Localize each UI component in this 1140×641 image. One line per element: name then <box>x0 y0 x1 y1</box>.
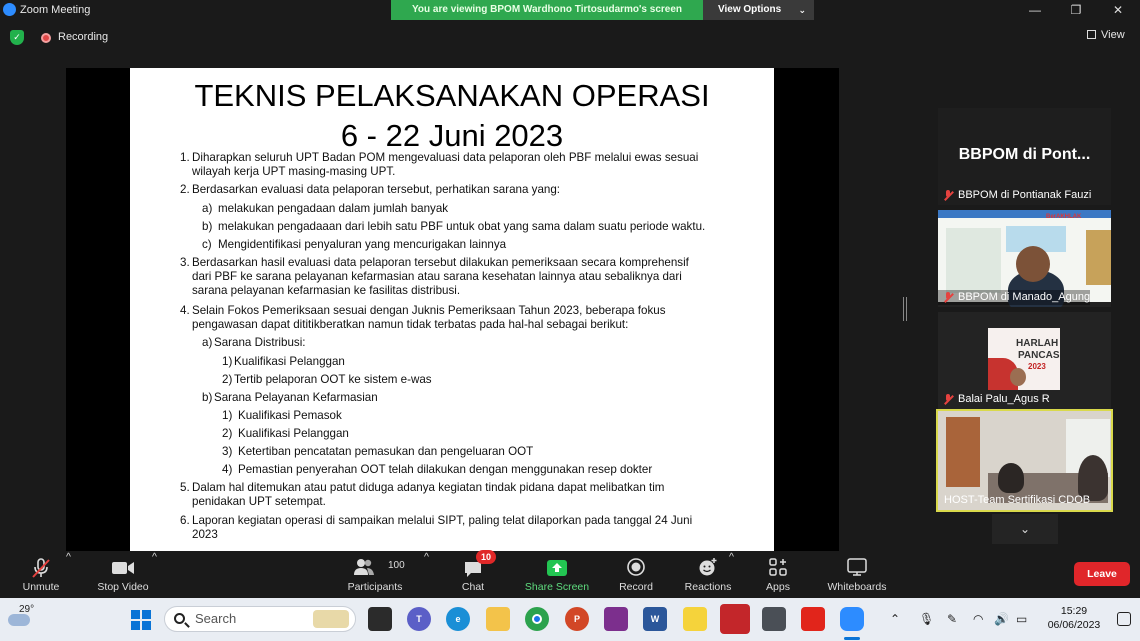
slide-line-text: Dalam hal ditemukan atau patut diduga adanya kegiatan tindak pidana dapat melibatkan tim <box>192 481 665 494</box>
view-options-label: View Options <box>718 4 782 15</box>
smiley-add-icon <box>698 557 718 577</box>
whiteboards-label: Whiteboards <box>827 581 887 593</box>
restore-icon[interactable]: ❐ <box>1070 3 1082 17</box>
view-options-button[interactable] <box>703 0 814 20</box>
view-label: View <box>1101 29 1125 41</box>
whiteboard-icon <box>847 558 867 576</box>
teams-icon[interactable]: T <box>407 607 431 631</box>
chat-unread-badge: 10 <box>476 550 496 564</box>
grid-view-icon <box>1087 30 1096 39</box>
share-banner: You are viewing BPOM Wardhono Tirtosudarmo's screen <box>391 0 703 20</box>
clock-date: 06/06/2023 <box>1047 619 1101 631</box>
participants-label: Participants <box>347 581 403 593</box>
active-app-indicator <box>844 637 860 640</box>
slide-line-text: melakukan pengadaaan dari lebih satu PBF untuk obat yang sama dalam suatu periode waktu. <box>218 220 706 233</box>
view-button[interactable] <box>1087 29 1125 41</box>
window-title: Zoom Meeting <box>20 4 91 16</box>
mic-muted-icon <box>30 557 52 579</box>
slide-line-number: 4. <box>180 304 190 317</box>
weather-temperature[interactable]: 29° <box>19 604 35 615</box>
share-screen-button[interactable] <box>522 551 592 598</box>
chat-label: Chat <box>461 581 485 593</box>
speaker-icon[interactable]: 🔊 <box>994 612 1009 626</box>
apps-label: Apps <box>766 581 790 593</box>
record-button[interactable] <box>612 551 660 598</box>
title-bar <box>0 0 1140 20</box>
battery-icon[interactable]: ▭ <box>1016 612 1028 626</box>
chevron-up-icon[interactable]: ⌃ <box>890 612 901 626</box>
slide-line-number: b) <box>202 391 213 404</box>
microphone-icon[interactable]: 🎙 <box>919 612 935 626</box>
slide-line-number: 6. <box>180 514 190 527</box>
slide-line-text: Kualifikasi Pemasok <box>238 409 342 422</box>
slide-line-text: pengawasan dapat dititikberatkan namun tidak terbatas pada hal-hal sebagai berikut: <box>192 318 629 331</box>
record-label: Record <box>619 581 653 593</box>
zoom-app-icon <box>3 3 16 16</box>
security-shield-icon[interactable]: ✓ <box>10 30 24 45</box>
slide-line-number: 3. <box>180 256 190 269</box>
edge-icon[interactable]: e <box>446 607 470 631</box>
whiteboards-button[interactable] <box>822 551 892 598</box>
task-view-icon[interactable] <box>368 607 392 631</box>
unmute-label: Unmute <box>22 581 60 593</box>
video-camera-icon <box>111 559 135 577</box>
record-icon <box>626 557 646 577</box>
sticky-notes-icon[interactable] <box>683 607 707 631</box>
slide-line-text: 2023 <box>192 528 218 541</box>
slide-line-number: a) <box>202 202 213 215</box>
apps-button[interactable] <box>760 551 796 598</box>
recording-label: Recording <box>58 31 109 43</box>
mic-muted-icon <box>943 190 953 201</box>
word-icon[interactable]: W <box>643 607 667 631</box>
panel-resize-handle[interactable] <box>903 297 907 321</box>
video-feed: BerAKHLAK <box>938 210 1111 302</box>
chevron-down-icon: ⌄ <box>1019 522 1031 536</box>
participants-count: 100 <box>388 560 405 571</box>
search-icon <box>174 613 185 624</box>
slide-line-text: Sarana Pelayanan Kefarmasian <box>214 391 378 404</box>
reactions-options-caret[interactable]: ^ <box>729 551 734 563</box>
slide-line-text: Mengidentifikasi penyaluran yang mencurigakan lainnya <box>218 238 507 251</box>
chrome-icon[interactable] <box>525 607 549 631</box>
pdf-icon[interactable] <box>801 607 825 631</box>
scroll-down-button[interactable] <box>992 514 1058 544</box>
participant-name: BBPOM di Pontianak Fauzi <box>938 188 1091 203</box>
chat-button[interactable] <box>452 551 494 598</box>
mic-muted-icon <box>943 292 953 303</box>
slide-line-number: 2. <box>180 183 190 196</box>
slide-line-text: dari PBF ke sarana pelayanan kefarmasian atau sarana kesehatan lainnya atau sebaliknya dari <box>192 270 682 283</box>
taskbar-search-placeholder: Search <box>195 611 237 626</box>
participants-icon <box>353 558 375 576</box>
reactions-label: Reactions <box>684 581 732 593</box>
slide-line-text: wilayah kerja UPT masing-masing UPT. <box>192 165 396 178</box>
participant-tile-pontianak[interactable] <box>938 108 1111 205</box>
participant-tile-manado[interactable] <box>938 210 1111 307</box>
slide-line-text: Kualifikasi Pelanggan <box>238 427 349 440</box>
stop-video-label: Stop Video <box>97 581 149 593</box>
slide-date: 6 - 22 Juni 2023 <box>340 118 564 153</box>
slide-line-number: 4) <box>222 463 233 476</box>
video-options-caret[interactable]: ^ <box>152 551 157 563</box>
zoom-taskbar-icon[interactable] <box>840 607 864 631</box>
slide-line-number: a) <box>202 336 213 349</box>
slide-title: TEKNIS PELAKSANAKAN OPERASI <box>194 78 710 113</box>
stop-video-button[interactable] <box>90 551 156 598</box>
slide-line-text: sarana pelayanan kefarmasian ke fasilitas distribusi. <box>192 284 461 297</box>
participant-name: BBPOM di Manado_Agung <box>938 290 1090 305</box>
slide-line-number: 1) <box>222 409 233 422</box>
weather-cloud-icon[interactable] <box>8 614 30 626</box>
participants-options-caret[interactable]: ^ <box>424 551 429 563</box>
slide-line-number: 3) <box>222 445 233 458</box>
slide-line-text: Sarana Distribusi: <box>214 336 306 349</box>
shared-slide <box>130 68 774 551</box>
slide-line-text: Tertib pelaporan OOT ke sistem e-was <box>234 373 432 386</box>
slide-line-number: c) <box>202 238 212 251</box>
powerpoint-icon[interactable]: P <box>565 607 589 631</box>
slide-line-text: Laporan kegiatan operasi di sampaikan melalui SIPT, paling telat dilaporkan pada tanggal 24 Juni <box>192 514 693 527</box>
reactions-button[interactable] <box>680 551 736 598</box>
meeting-toolbar <box>0 551 1140 598</box>
slide-line-number: 1. <box>180 151 190 164</box>
slide-line-text: Ketertiban pencatatan pemasukan dan pengeluaran OOT <box>238 445 534 458</box>
slide-line-text: Berdasarkan hasil evaluasi data pelaporan tersebut dilakukan pemeriksaan secara komprehensif <box>192 256 689 269</box>
apps-icon <box>769 558 787 576</box>
unmute-button[interactable] <box>10 551 72 598</box>
participant-name: Balai Palu_Agus R <box>938 392 1050 407</box>
participants-button[interactable] <box>340 551 410 598</box>
windows-start-icon[interactable] <box>131 610 151 630</box>
taskbar-search-box[interactable] <box>164 606 356 632</box>
slide-line-text: penidakan UPT setempat. <box>192 495 326 508</box>
mic-muted-icon <box>943 394 953 405</box>
slide-line-text: Pemastian penyerahan OOT telah dilakukan dengan menggunakan resep dokter <box>238 463 653 476</box>
minimize-icon[interactable]: — <box>1029 3 1041 17</box>
clock-time: 15:29 <box>1060 605 1088 617</box>
slide-line-number: 1) <box>222 355 233 368</box>
slide-line-text: Kualifikasi Pelanggan <box>234 355 345 368</box>
recording-icon <box>41 33 51 43</box>
winrar-icon[interactable] <box>604 607 628 631</box>
calculator-icon[interactable] <box>762 607 786 631</box>
slide-line-text: melakukan pengadaan dalam jumlah banyak <box>218 202 449 215</box>
acrobat-icon[interactable] <box>720 604 750 634</box>
slide-line-text: Diharapkan seluruh UPT Badan POM mengevaluasi data pelaporan oleh PBF melalui ewas sesuai <box>192 151 699 164</box>
notifications-icon[interactable] <box>1117 612 1131 626</box>
slide-line-number: 2) <box>222 427 233 440</box>
slide-line-number: 5. <box>180 481 190 494</box>
slide-line-text: Berdasarkan evaluasi data pelaporan tersebut, perhatikan sarana yang: <box>192 183 561 196</box>
share-screen-label: Share Screen <box>524 581 590 593</box>
participant-name: HOST-Team Sertifikasi CDOB <box>944 494 1091 506</box>
audio-options-caret[interactable]: ^ <box>66 551 71 563</box>
participant-tile-palu[interactable] <box>938 312 1111 409</box>
featured-participant-name: BBPOM di Pont... <box>958 146 1091 163</box>
slide-line-text: Selain Fokos Pemeriksaan sesuai dengan Juknis Pemeriksaan Tahun 2023, beberapa fokus <box>192 304 666 317</box>
file-explorer-icon[interactable] <box>486 607 510 631</box>
video-feed: HARLAH PANCAS 2023 <box>988 328 1060 390</box>
chevron-down-icon: ⌄ <box>798 5 806 15</box>
close-icon[interactable]: ✕ <box>1112 3 1124 17</box>
wifi-icon[interactable]: ◠ <box>973 612 984 626</box>
participant-tile-host[interactable] <box>936 409 1113 512</box>
taskbar-clock[interactable] <box>1042 604 1106 632</box>
slide-line-number: 2) <box>222 373 233 386</box>
windows-taskbar <box>0 598 1140 641</box>
slide-line-number: b) <box>202 220 213 233</box>
search-highlight-icon <box>313 610 349 628</box>
leave-button[interactable]: Leave <box>1074 562 1130 586</box>
pen-icon[interactable]: ✎ <box>947 612 958 626</box>
share-screen-icon <box>546 559 568 577</box>
